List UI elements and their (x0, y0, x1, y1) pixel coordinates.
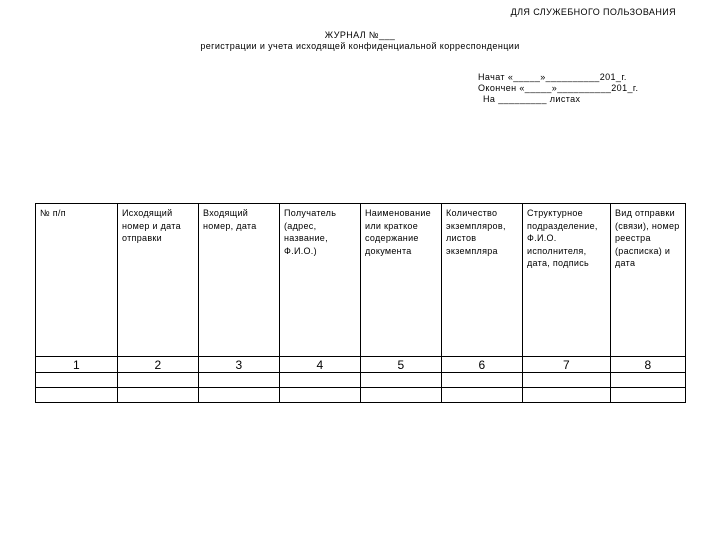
table-cell (118, 388, 199, 403)
column-number: 1 (36, 357, 118, 373)
column-number: 4 (280, 357, 361, 373)
column-number-row (36, 357, 686, 373)
header-cell-recipient: Получатель (адрес, название, Ф.И.О.) (280, 204, 361, 357)
table-cell (442, 373, 523, 388)
table-cell (361, 388, 442, 403)
table-cell (611, 373, 686, 388)
table-cell (611, 388, 686, 403)
header-cell-department: Структурное подразделение, Ф.И.О. исполнителя, дата, подпись (523, 204, 611, 357)
classification-label: ДЛЯ СЛУЖЕБНОГО ПОЛЬЗОВАНИЯ (510, 7, 676, 17)
table-cell (36, 388, 118, 403)
column-number: 8 (611, 357, 686, 373)
journal-title: ЖУРНАЛ №___ (324, 30, 396, 40)
column-number: 7 (523, 357, 611, 373)
journal-started-line: Начат «_____»__________201_г. (478, 72, 627, 82)
journal-subtitle: регистрации и учета исходящей конфиденциальной корреспонденции (200, 41, 520, 51)
journal-finished-line: Окончен «_____»__________201_г. (478, 83, 639, 93)
table-header-row (36, 204, 686, 357)
table-cell (199, 373, 280, 388)
column-number: 6 (442, 357, 523, 373)
header-cell-number: № п/п (36, 204, 118, 357)
correspondence-table (35, 203, 686, 403)
table-cell (361, 373, 442, 388)
journal-sheets-line: На _________ листах (483, 94, 581, 104)
table-cell (36, 373, 118, 388)
header-cell-copies: Количество экземпляров, листов экземпляра (442, 204, 523, 357)
column-number: 5 (361, 357, 442, 373)
header-cell-outgoing: Исходящий номер и дата отправки (118, 204, 199, 357)
column-number: 2 (118, 357, 199, 373)
table-row (36, 373, 686, 388)
table-cell (199, 388, 280, 403)
table-cell (280, 373, 361, 388)
table-cell (280, 388, 361, 403)
table-cell (118, 373, 199, 388)
header-cell-dispatch: Вид отправки (связи), номер реестра (расписка) и дата (611, 204, 686, 357)
header-cell-content: Наименование или краткое содержание документа (361, 204, 442, 357)
column-number: 3 (199, 357, 280, 373)
table-row (36, 388, 686, 403)
table-cell (442, 388, 523, 403)
table-cell (523, 388, 611, 403)
table-cell (523, 373, 611, 388)
header-cell-incoming: Входящий номер, дата (199, 204, 280, 357)
